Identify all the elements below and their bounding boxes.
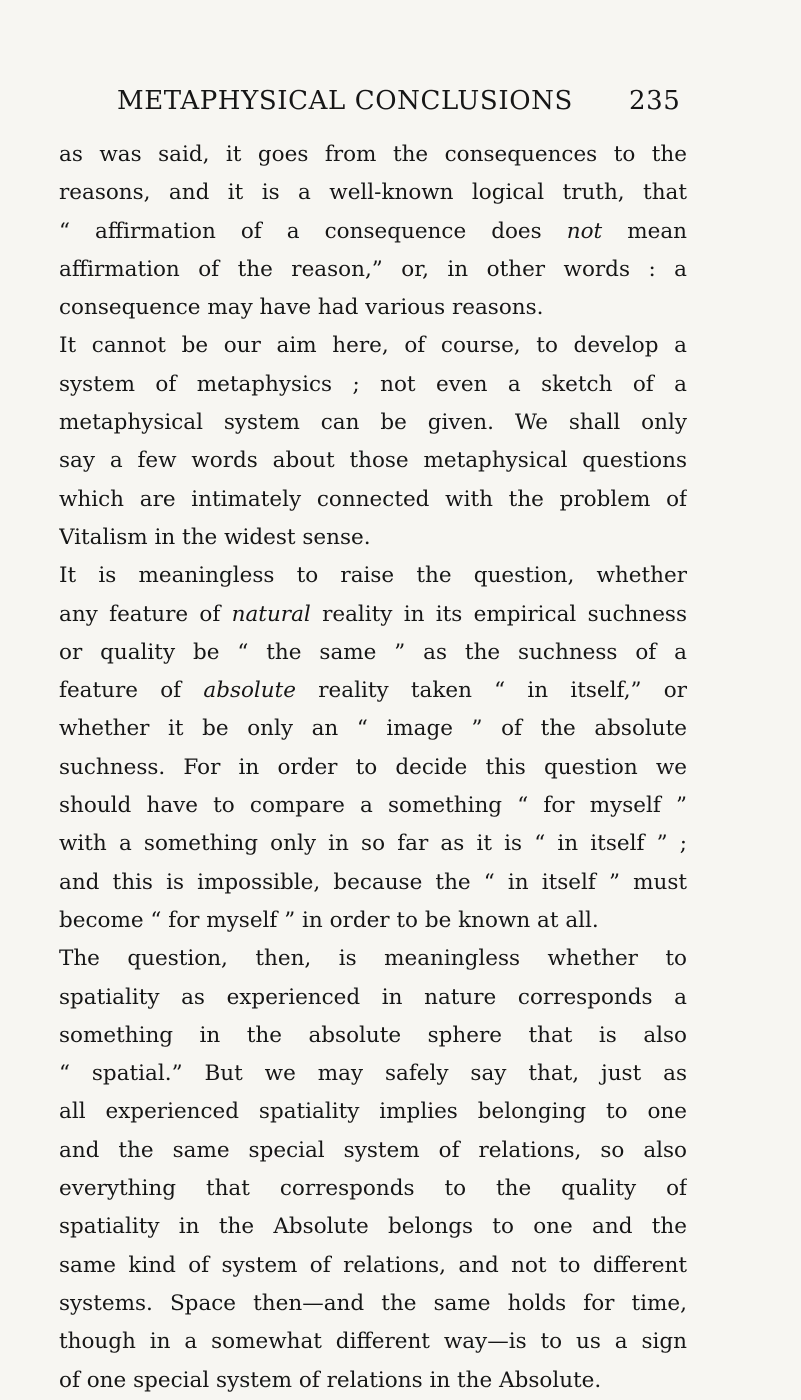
emphasis: absolute — [203, 678, 297, 704]
text-line: and the same special system of relations, so also — [59, 1137, 687, 1163]
text-line: “ affirmation of a consequence does not mean — [59, 218, 687, 244]
emphasis: not — [566, 218, 603, 244]
text-line: affirmation of the reason,” or, in other words : a — [59, 256, 687, 282]
emphasis: natural — [231, 601, 311, 627]
text-line: same kind of system of relations, and not to different — [59, 1252, 687, 1278]
page-header — [0, 86, 801, 126]
text-line: something in the absolute sphere that is also — [59, 1022, 687, 1048]
text-line: The question, then, is meaningless whether to — [59, 946, 687, 972]
text-line: all experienced spatiality implies belonging to one — [59, 1099, 687, 1125]
text-line: “ spatial.” But we may safely say that, just as — [59, 1061, 687, 1087]
text-line: should have to compare a something “ for myself ” — [59, 793, 687, 819]
text-line: spatiality as experienced in nature corresponds a — [59, 984, 687, 1010]
text-line: as was said, it goes from the consequences to the — [59, 142, 687, 167]
text-line: become “ for myself ” in order to be known at all. — [59, 907, 599, 933]
text-line: Vitalism in the widest sense. — [59, 524, 371, 550]
text-line: any feature of natural reality in its empirical suchness — [59, 601, 687, 627]
text-line: reasons, and it is a well-known logical truth, that — [59, 180, 687, 206]
body-text — [59, 136, 687, 1400]
text-line: with a something only in so far as it is “ in itself ” ; — [59, 831, 687, 857]
text-line: everything that corresponds to the quality of — [59, 1176, 687, 1202]
running-head: METAPHYSICAL CONCLUSIONS — [117, 86, 573, 116]
text-line: feature of absolute reality taken “ in itself,” or — [59, 678, 687, 704]
text-line: consequence may have had various reasons. — [59, 295, 544, 321]
text-line: spatiality in the Absolute belongs to one and the — [59, 1214, 687, 1240]
text-line: of one special system of relations in the Absolute. — [59, 1367, 602, 1393]
text-line: though in a somewhat different way—is to us a sign — [59, 1329, 687, 1355]
text-line: It cannot be our aim here, of course, to develop a — [59, 333, 687, 359]
text-line: suchness. For in order to decide this question we — [59, 754, 687, 780]
text-line: and this is impossible, because the “ in itself ” must — [59, 869, 687, 895]
text-line: which are intimately connected with the problem of — [59, 486, 687, 512]
text-line: systems. Space then—and the same holds for time, — [59, 1290, 687, 1316]
text-line: say a few words about those metaphysical questions — [59, 448, 687, 474]
page-number: 235 — [629, 86, 681, 116]
text-line: or quality be “ the same ” as the suchness of a — [59, 639, 687, 665]
text-line: metaphysical system can be given. We shall only — [59, 410, 687, 436]
text-line: It is meaningless to raise the question, whether — [59, 563, 687, 589]
text-line: whether it be only an “ image ” of the absolute — [59, 716, 687, 742]
text-line: system of metaphysics ; not even a sketch of a — [59, 371, 687, 397]
